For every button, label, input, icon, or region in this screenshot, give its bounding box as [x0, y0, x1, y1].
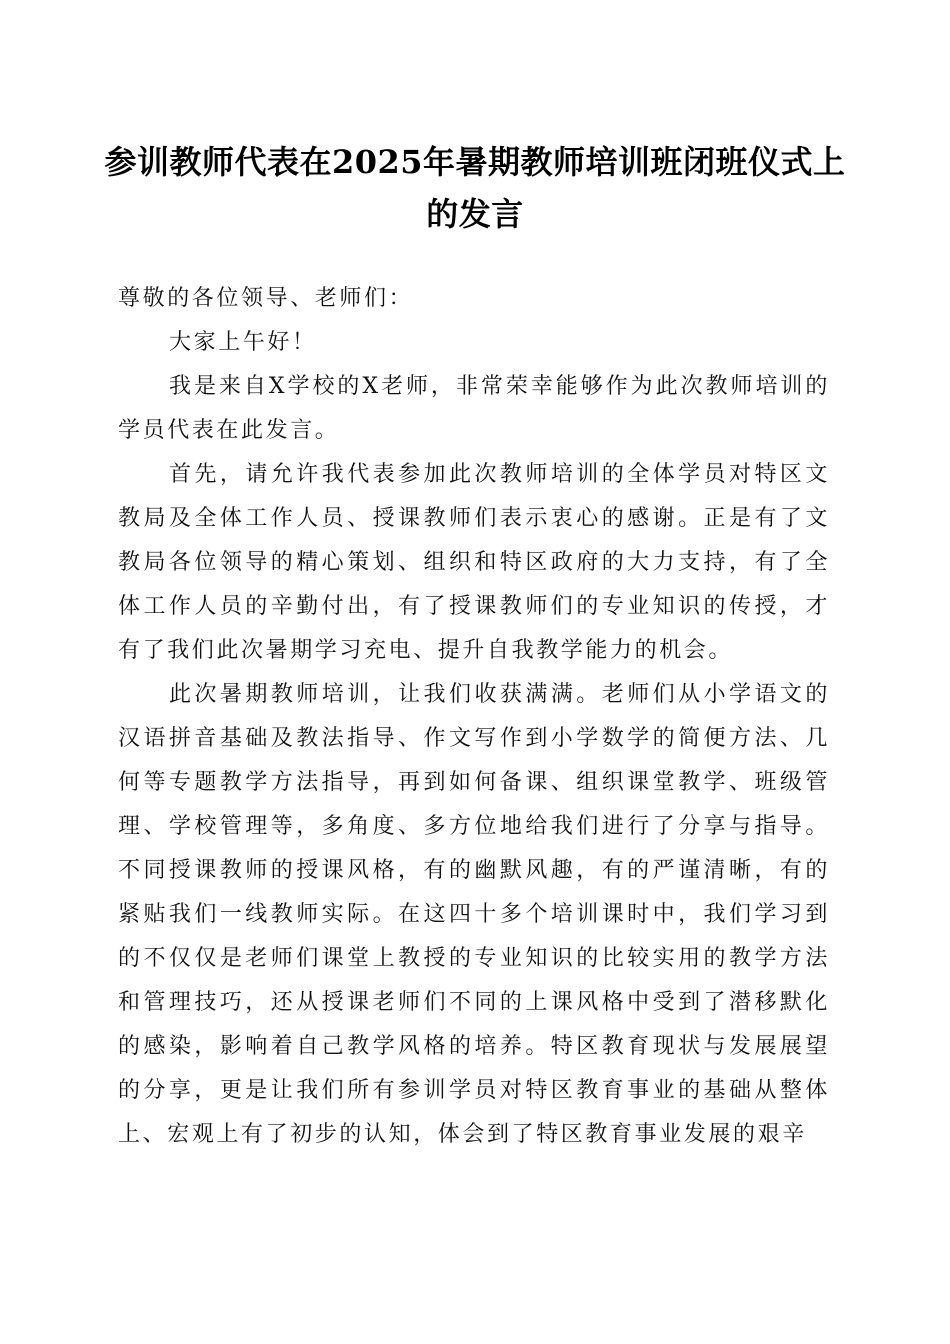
document-title: 参训教师代表在2025年暑期教师培训班闭班仪式上的发言: [104, 143, 846, 233]
document-body: [118, 277, 830, 1157]
salutation: 尊敬的各位领导、老师们：: [118, 286, 414, 311]
paragraph-greeting: 大家上午好！: [169, 330, 317, 355]
paragraph-thanks: 首先，请允许我代表参加此次教师培训的全体学员对特区文教局及全体工作人员、授课教师们表示衷心的感谢。正是有了文教局各位领导的精心策划、组织和特区政府的大力支持，有了全体工作人员的辛勤付出，有了授课教师们的专业知识的传授，才有了我们此次暑期学习充电、提升自我教学能力的机会。: [118, 462, 830, 663]
paragraph-introduction: 我是来自X学校的X老师，非常荣幸能够作为此次教师培训的学员代表在此发言。: [118, 374, 830, 443]
paragraph-training-gains: 此次暑期教师培训，让我们收获满满。老师们从小学语文的汉语拼音基础及教法指导、作文写作到小学数学的简便方法、几何等专题教学方法指导，再到如何备课、组织课堂教学、班级管理、学校管理等，多角度、多方位地给我们进行了分享与指导。不同授课教师的授课风格，有的幽默风趣，有的严谨清晰，有的紧贴我们一线教师实际。在这四十多个培训课时中，我们学习到的不仅仅是老师们课堂上教授的专业知识的比较实用的教学方法和管理技巧，还从授课老师们不同的上课风格中受到了潜移默化的感染，影响着自己教学风格的培养。特区教育现状与发展展望的分享，更是让我们所有参训学员对特区教育事业的基础从整体上、宏观上有了初步的认知，体会到了特区教育事业发展的艰辛: [118, 682, 830, 1147]
